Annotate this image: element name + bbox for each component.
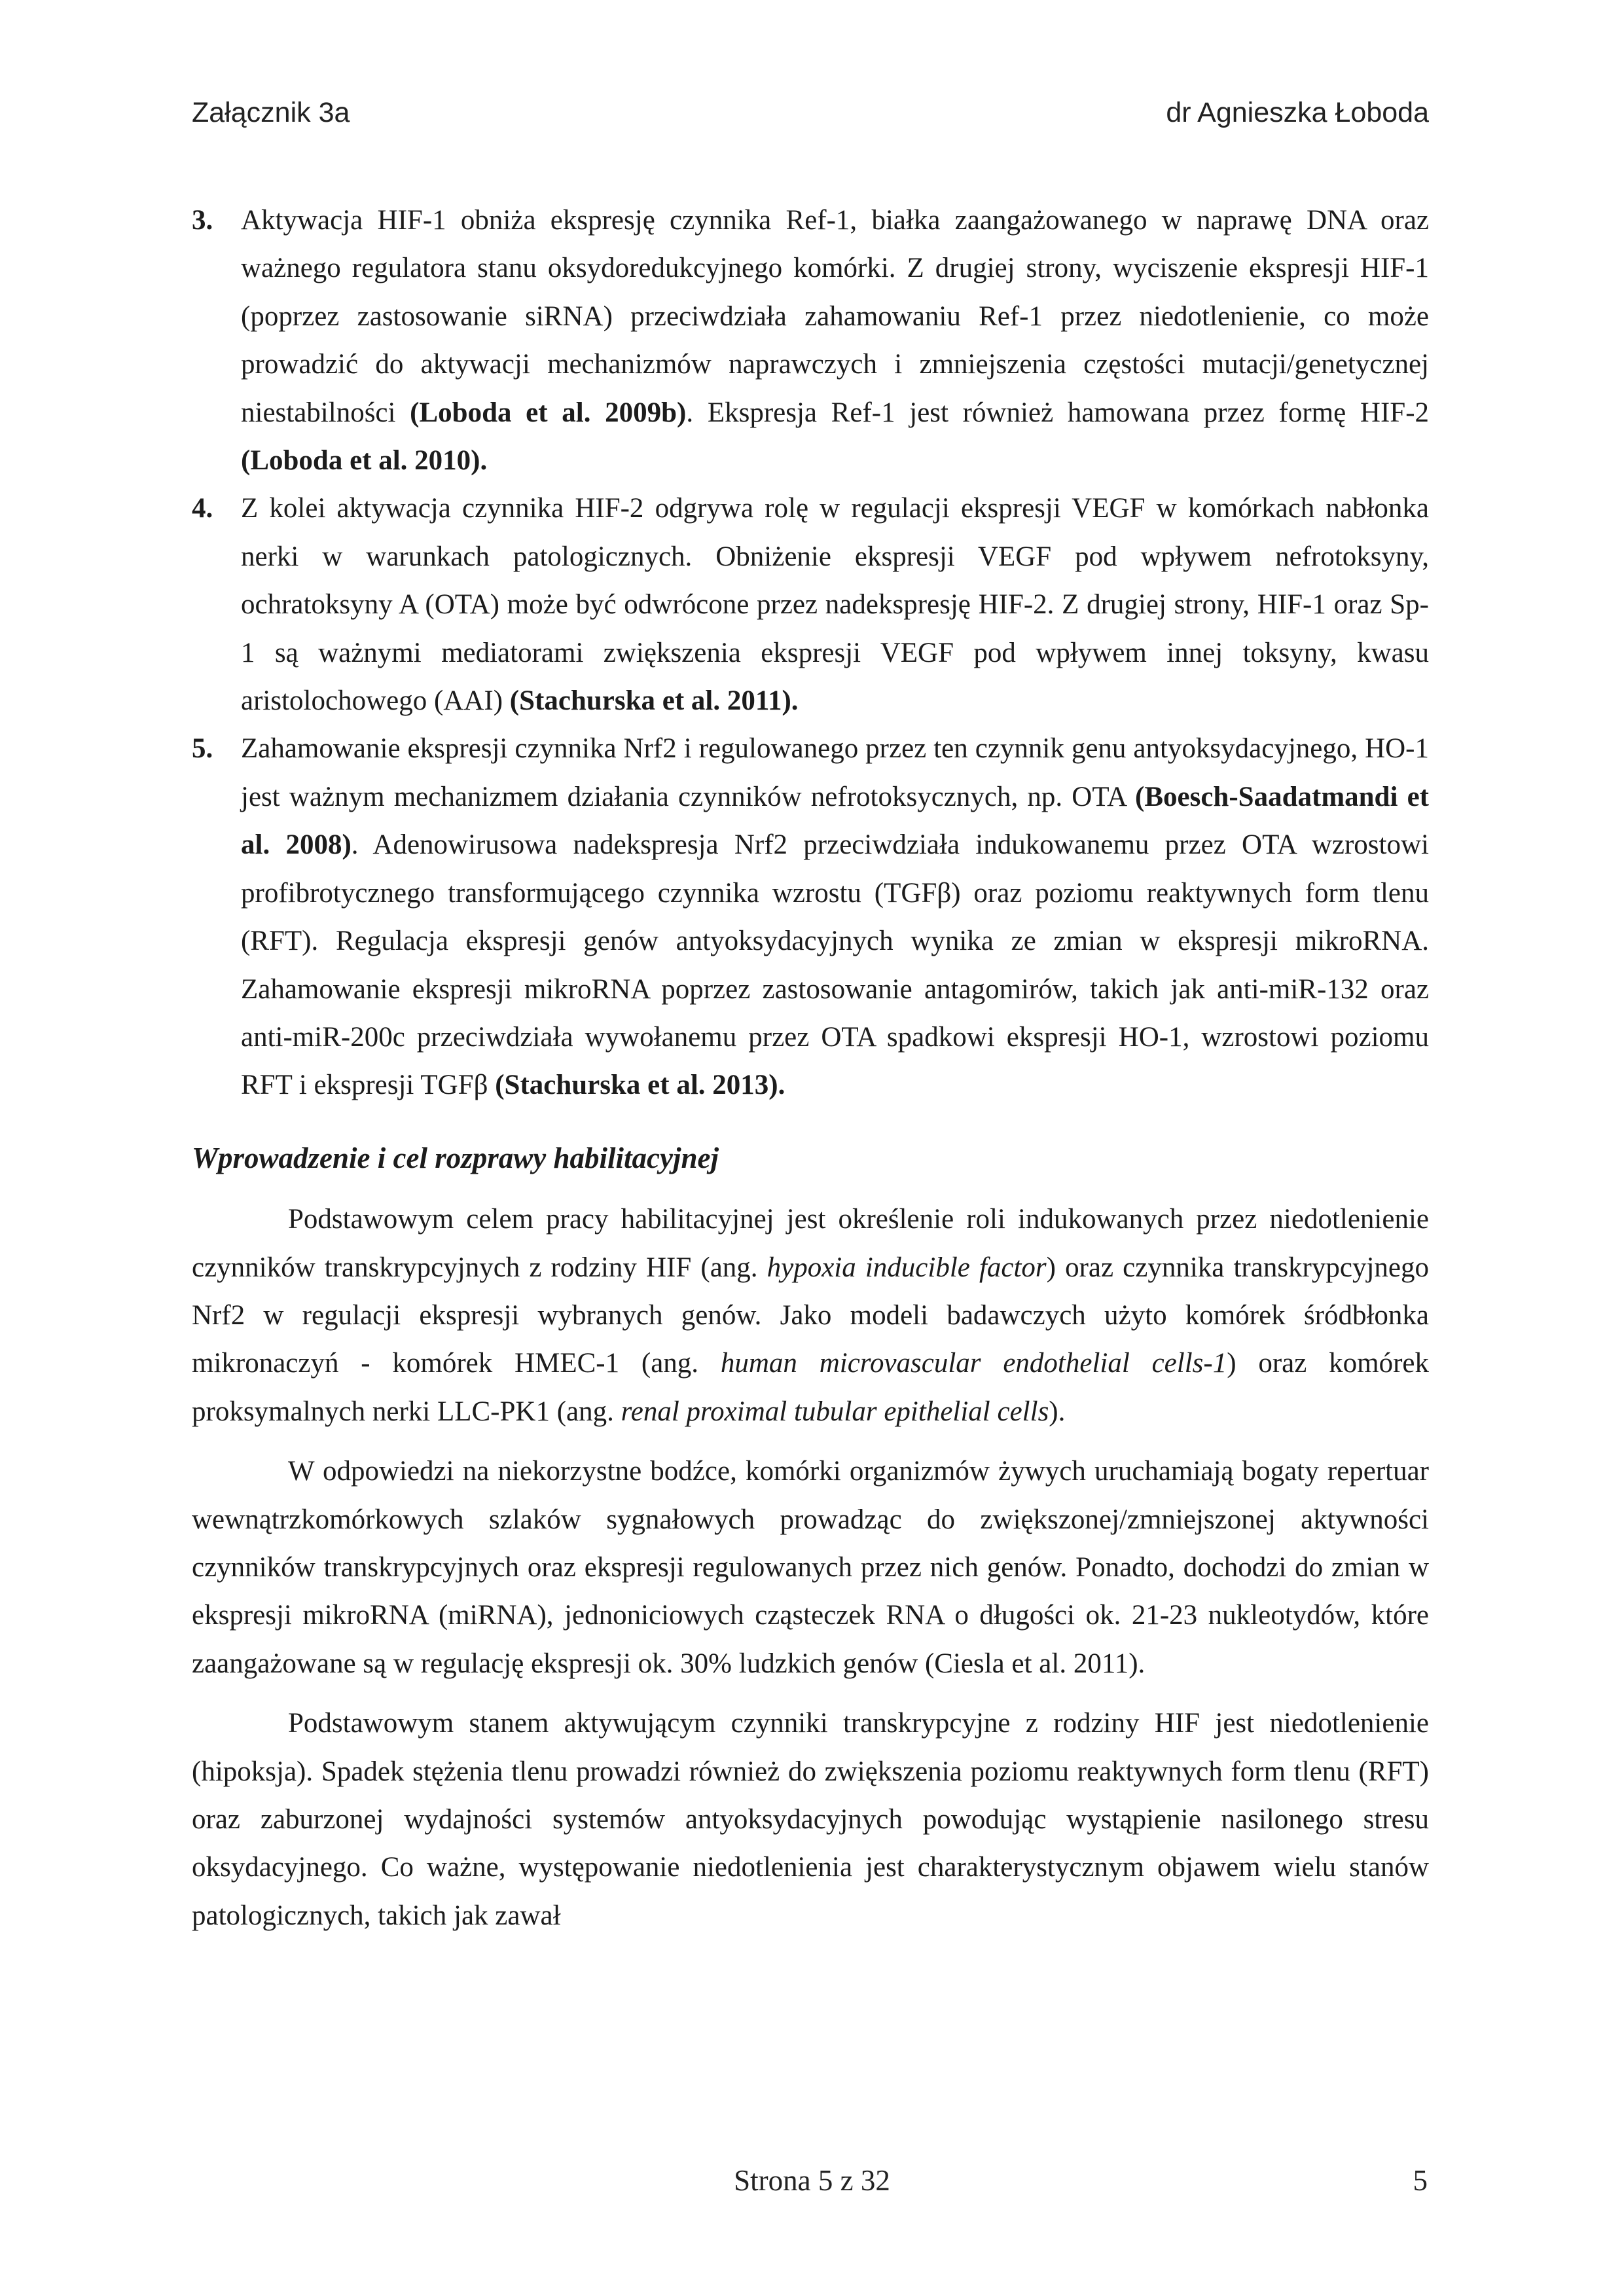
citation: (Stachurska et al. 2011) bbox=[509, 685, 791, 717]
list-item-text: . Ekspresja Ref-1 jest również hamowana przez formę HIF-2 bbox=[686, 397, 1430, 428]
paragraph-text: ). bbox=[1049, 1396, 1066, 1427]
list-item-number: 4. bbox=[192, 493, 213, 524]
paragraph: W odpowiedzi na niekorzystne bodźce, komórki organizmów żywych uruchamiają bogaty repertuar wewnątrzkomórkowych szlaków sygnałowych prowadząc do zwiększonej/zmniejszonej aktywności czynników transkrypcyjnych oraz ekspresji regulowanych przez nich genów. Ponadto, dochodzi do zmian w ekspresji mikroRNA (miRNA), jednoniciowych cząsteczek RNA o długości ok. 21-23 nukleotydów, które zaangażowane są w regulację ekspresji ok. 30% ludzkich genów (Ciesla et al. 2011). bbox=[192, 1456, 1429, 1679]
header-left: Załącznik 3a bbox=[192, 97, 350, 128]
list-item-text: Z kolei aktywacja czynnika HIF-2 odgrywa rolę w regulacji ekspresji VEGF w komórkach nabłonka nerki w warunkach patologicznych. Obniżenie ekspresji VEGF pod wpływem nefrotoksyny, ochratoksyny A (OTA) może być odwrócone przez nadekspresję HIF-2. Z drugiej strony, HIF-1 oraz Sp-1 są ważnymi mediatorami zwiększenia ekspresji VEGF pod wpływem innej toksyny, kwasu aristolochowego (AAI) bbox=[241, 493, 1429, 717]
numbered-list bbox=[192, 196, 1429, 1110]
list-item bbox=[192, 725, 1429, 1109]
header-right: dr Agnieszka Łoboda bbox=[1166, 97, 1429, 128]
list-item-text: . bbox=[480, 445, 488, 477]
list-item-text: Aktywacja HIF-1 obniża ekspresję czynnika Ref-1, białka zaangażowanego w naprawę DNA oraz ważnego regulatora stanu oksydoredukcyjnego komórki. Z drugiej strony, wyciszenie ekspresji HIF-1 (poprzez zastosowanie siRNA) przeciwdziała zahamowaniu Ref-1 przez niedotlenienie, co może prowadzić do aktywacji mechanizmów naprawczych i zmniejszenia częstości mutacji/genetycznej niestabilności bbox=[241, 205, 1429, 428]
list-item-text: . bbox=[791, 685, 799, 717]
paragraph: Podstawowym stanem aktywującym czynniki transkrypcyjne z rodziny HIF jest niedotlenienie (hipoksja). Spadek stężenia tlenu prowadzi również do zwiększenia poziomu reaktywnych form tlenu (RFT) oraz zaburzonej wydajności systemów antyoksydacyjnych powodując wystąpienie nasilonego stresu oksydacyjnego. Co ważne, występowanie niedotlenienia jest charakterystycznym objawem wielu stanów patologicznych, takich jak zawał bbox=[192, 1708, 1429, 1931]
list-item bbox=[192, 484, 1429, 725]
page-number: 5 bbox=[1413, 2164, 1428, 2197]
list-item-number: 3. bbox=[192, 205, 213, 236]
italic-term: renal proximal tubular epithelial cells bbox=[621, 1396, 1049, 1427]
list-item bbox=[192, 196, 1429, 484]
paragraph-text: ) oraz czynnika transkrypcyjnego Nrf2 w regulacji ekspresji wybranych genów. Jako modeli badawczych użyto komórek śródbłonka mikronaczyń - komórek HMEC-1 (ang. bbox=[192, 1252, 1429, 1379]
paragraph-text: ) oraz komórek proksymalnych nerki LLC-PK1 (ang. bbox=[192, 1348, 1429, 1427]
citation: (Loboda et al. 2010) bbox=[241, 445, 480, 477]
citation: (Loboda et al. 2009b) bbox=[410, 397, 687, 428]
citation: (Stachurska et al. 2013) bbox=[495, 1070, 778, 1101]
citation: (Boesch-Saadatmandi et al. 2008) bbox=[241, 781, 1429, 861]
list-item-number: 5. bbox=[192, 733, 213, 765]
list-item-text: . bbox=[778, 1070, 785, 1101]
paragraph bbox=[192, 1195, 1429, 1436]
document-body bbox=[192, 196, 1429, 1951]
section-title: Wprowadzenie i cel rozprawy habilitacyjnej bbox=[192, 1141, 719, 1174]
italic-term: human microvascular endothelial cells-1 bbox=[720, 1348, 1227, 1379]
paragraph-text: Podstawowym celem pracy habilitacyjnej jest określenie roli indukowanych przez niedotlenienie czynników transkrypcyjnych z rodziny HIF (ang. bbox=[192, 1204, 1429, 1283]
list-item-text: Zahamowanie ekspresji czynnika Nrf2 i regulowanego przez ten czynnik genu antyoksydacyjnego, HO-1 jest ważnym mechanizmem działania czynników nefrotoksycznych, np. OTA bbox=[241, 733, 1429, 812]
list-item-text: . Adenowirusowa nadekspresja Nrf2 przeciwdziała indukowanemu przez OTA wzrostowi profibrotycznego transformującego czynnika wzrostu (TGFβ) oraz poziomu reaktywnych form tlenu (RFT). Regulacja ekspresji genów antyoksydacyjnych wynika ze zmian w ekspresji mikroRNA. Zahamowanie ekspresji mikroRNA poprzez zastosowanie antagomirów, takich jak anti-miR-132 oraz anti-miR-200c przeciwdziała wywołanemu przez OTA spadkowi ekspresji HO-1, wzrostowi poziomu RFT i ekspresji TGFβ bbox=[241, 829, 1429, 1101]
page-label: Strona 5 z 32 bbox=[734, 2164, 890, 2197]
italic-term: hypoxia inducible factor bbox=[767, 1252, 1047, 1283]
